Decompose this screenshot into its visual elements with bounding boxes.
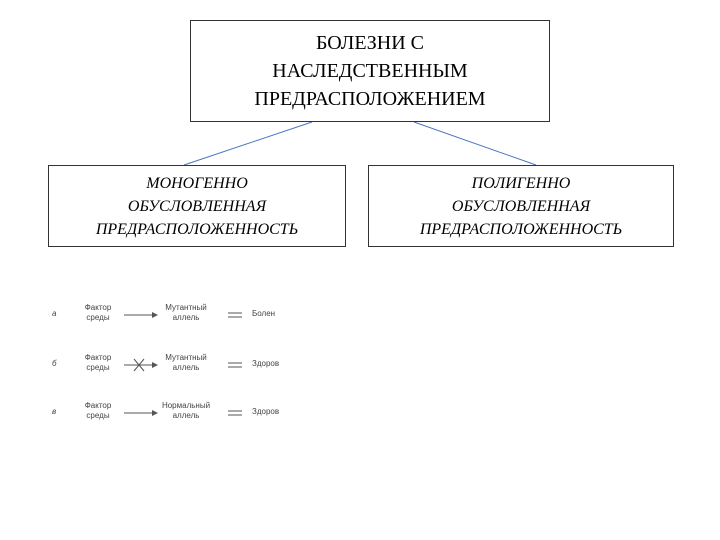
monogenic-line-3: ПРЕДРАСПОЛОЖЕННОСТЬ <box>95 220 299 238</box>
row-c-allele: Нормальный аллель <box>161 401 211 420</box>
connector-left <box>184 122 312 165</box>
row-b-factor: Фактор среды <box>84 353 112 372</box>
row-c-letter: в <box>52 407 57 416</box>
monogenic-node-box <box>48 165 346 247</box>
row-b-letter: б <box>52 359 57 368</box>
polygenic-line-1: ПОЛИГЕННО <box>471 174 571 192</box>
interaction-scheme <box>40 295 310 435</box>
polygenic-line-3: ПРЕДРАСПОЛОЖЕННОСТЬ <box>419 220 623 238</box>
monogenic-line-1: МОНОГЕННО <box>146 174 248 192</box>
scheme-row-b <box>40 345 310 385</box>
root-node-line-3: ПРЕДРАСПОЛОЖЕНИЕМ <box>254 88 486 110</box>
row-b-allele: Мутантный аллель <box>165 353 207 372</box>
row-b-result: Здоров <box>252 359 280 368</box>
root-node-line-2: НАСЛЕДСТВЕННЫМ <box>272 60 468 82</box>
row-a-result: Болен <box>252 309 276 318</box>
scheme-row-c <box>40 393 310 433</box>
row-a-letter: а <box>52 309 57 318</box>
row-a-factor: Фактор среды <box>84 303 112 322</box>
row-c-result: Здоров <box>252 407 280 416</box>
row-c-factor: Фактор среды <box>84 401 112 420</box>
scheme-row-a <box>40 295 310 335</box>
connector-right <box>414 122 536 165</box>
monogenic-line-2: ОБУСЛОВЛЕННАЯ <box>127 197 267 215</box>
polygenic-node-box <box>368 165 674 247</box>
polygenic-line-2: ОБУСЛОВЛЕННАЯ <box>451 197 591 215</box>
root-node-box <box>190 20 550 122</box>
row-a-allele: Мутантный аллель <box>165 303 207 322</box>
root-node-line-1: БОЛЕЗНИ С <box>315 32 425 54</box>
